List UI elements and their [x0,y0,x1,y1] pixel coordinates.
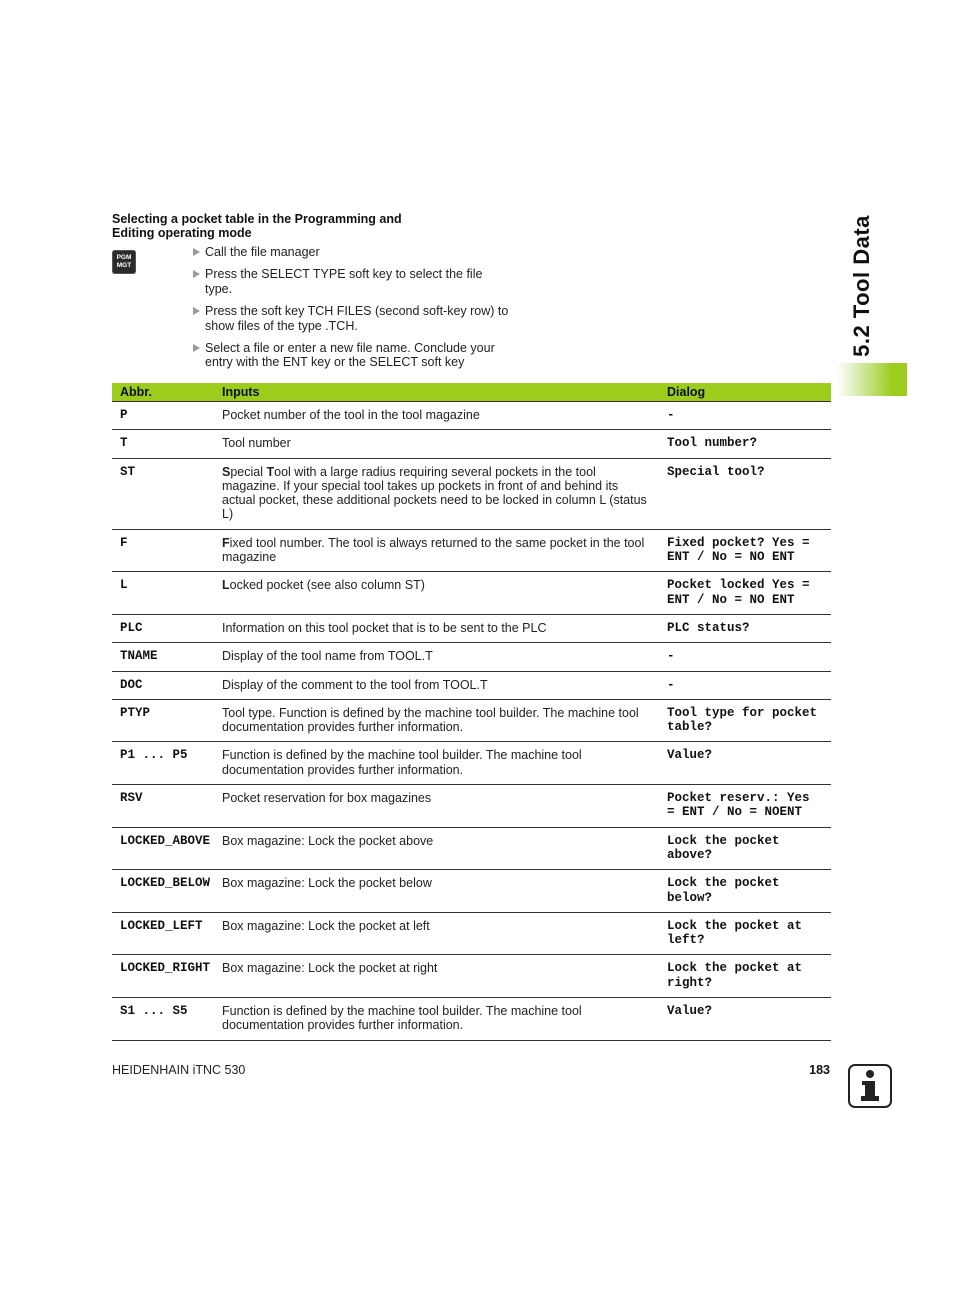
table-row [112,955,831,998]
step-text: Select a file or enter a new file name. Conclude your entry with the ENT key or the SELECT soft key [205,341,495,370]
chapter-tab-marker [837,363,907,396]
section-title [112,212,442,240]
section-title-line2: Editing operating mode [112,226,252,240]
table-row [112,643,831,671]
step-text: Press the SELECT TYPE soft key to select the file type. [205,267,483,296]
step-item [192,341,512,370]
pgm-key-label-2: MGT [116,262,132,269]
cell-dialog: Tool type for pocket table? [659,699,831,742]
cell-abbr: LOCKED_LEFT [112,912,214,955]
cell-input: Pocket reservation for box magazines [214,785,659,828]
info-glyph [857,1069,883,1103]
table-row [112,458,831,529]
cell-dialog: Pocket reserv.: Yes = ENT / No = NOENT [659,785,831,828]
cell-abbr: ST [112,458,214,529]
cell-input: Box magazine: Lock the pocket above [214,827,659,870]
table-row [112,614,831,642]
cell-input: Display of the tool name from TOOL.T [214,643,659,671]
table-row [112,402,831,430]
chapter-title-text: 5.2 Tool Data [849,215,875,357]
cell-dialog: Value? [659,998,831,1041]
table-row [112,699,831,742]
cell-abbr: DOC [112,671,214,699]
cell-dialog: PLC status? [659,614,831,642]
table-row [112,785,831,828]
table-row [112,572,831,615]
cell-abbr: RSV [112,785,214,828]
cell-input: Box magazine: Lock the pocket at right [214,955,659,998]
cell-dialog: Fixed pocket? Yes = ENT / No = NO ENT [659,529,831,572]
step-item [192,245,512,259]
table-header-row [112,383,831,402]
footer-product: HEIDENHAIN iTNC 530 [112,1063,246,1077]
cell-abbr: LOCKED_RIGHT [112,955,214,998]
cell-dialog: Special tool? [659,458,831,529]
cell-dialog: Lock the pocket above? [659,827,831,870]
cell-dialog: - [659,643,831,671]
table-row [112,998,831,1041]
pgm-key-label-1: PGM [116,254,132,261]
chapter-title [847,216,877,356]
header-abbr: Abbr. [112,383,214,402]
table-row [112,430,831,458]
header-inputs: Inputs [214,383,659,402]
step-text: Call the file manager [205,245,320,259]
page-number: 183 [809,1063,830,1077]
cell-dialog: Value? [659,742,831,785]
step-text: Press the soft key TCH FILES (second soft-key row) to show files of the type .TCH. [205,304,509,333]
cell-input: Box magazine: Lock the pocket at left [214,912,659,955]
cell-dialog: Pocket locked Yes = ENT / No = NO ENT [659,572,831,615]
cell-input: Function is defined by the machine tool builder. The machine tool documentation provides further information. [214,742,659,785]
step-item [192,267,512,296]
header-dialog: Dialog [659,383,831,402]
cell-abbr: F [112,529,214,572]
cell-dialog: - [659,671,831,699]
cell-input: Information on this tool pocket that is to be sent to the PLC [214,614,659,642]
step-list [192,245,512,378]
pgm-mgt-key-icon [112,250,136,274]
cell-abbr: LOCKED_BELOW [112,870,214,913]
cell-input: Tool type. Function is defined by the machine tool builder. The machine tool documentation provides further information. [214,699,659,742]
table-row [112,827,831,870]
cell-dialog: Tool number? [659,430,831,458]
cell-input: Fixed tool number. The tool is always returned to the same pocket in the tool magazine [214,529,659,572]
cell-abbr: PTYP [112,699,214,742]
cell-dialog: Lock the pocket at right? [659,955,831,998]
cell-input: Display of the comment to the tool from TOOL.T [214,671,659,699]
table-row [112,671,831,699]
cell-abbr: T [112,430,214,458]
cell-abbr: L [112,572,214,615]
cell-abbr: TNAME [112,643,214,671]
cell-abbr: S1 ... S5 [112,998,214,1041]
triangle-right-icon [193,344,200,352]
cell-input: Box magazine: Lock the pocket below [214,870,659,913]
cell-abbr: P [112,402,214,430]
cell-dialog: Lock the pocket at left? [659,912,831,955]
table-row [112,742,831,785]
step-item [192,304,512,333]
cell-input: Function is defined by the machine tool builder. The machine tool documentation provides further information. [214,998,659,1041]
triangle-right-icon [193,270,200,278]
cell-input: Tool number [214,430,659,458]
pocket-table-columns [112,383,831,1041]
table-row [112,912,831,955]
info-icon [848,1064,892,1108]
table-row [112,870,831,913]
cell-dialog: Lock the pocket below? [659,870,831,913]
cell-abbr: P1 ... P5 [112,742,214,785]
triangle-right-icon [193,307,200,315]
cell-abbr: PLC [112,614,214,642]
cell-input: Pocket number of the tool in the tool magazine [214,402,659,430]
section-title-line1: Selecting a pocket table in the Programming and [112,212,402,226]
cell-input: Locked pocket (see also column ST) [214,572,659,615]
cell-input: Special Tool with a large radius requiring several pockets in the tool magazine. If your special tool takes up pockets in front of and behind its actual pocket, these additional pockets need to be locked in column L (status L) [214,458,659,529]
cell-abbr: LOCKED_ABOVE [112,827,214,870]
triangle-right-icon [193,248,200,256]
table-row [112,529,831,572]
cell-dialog: - [659,402,831,430]
